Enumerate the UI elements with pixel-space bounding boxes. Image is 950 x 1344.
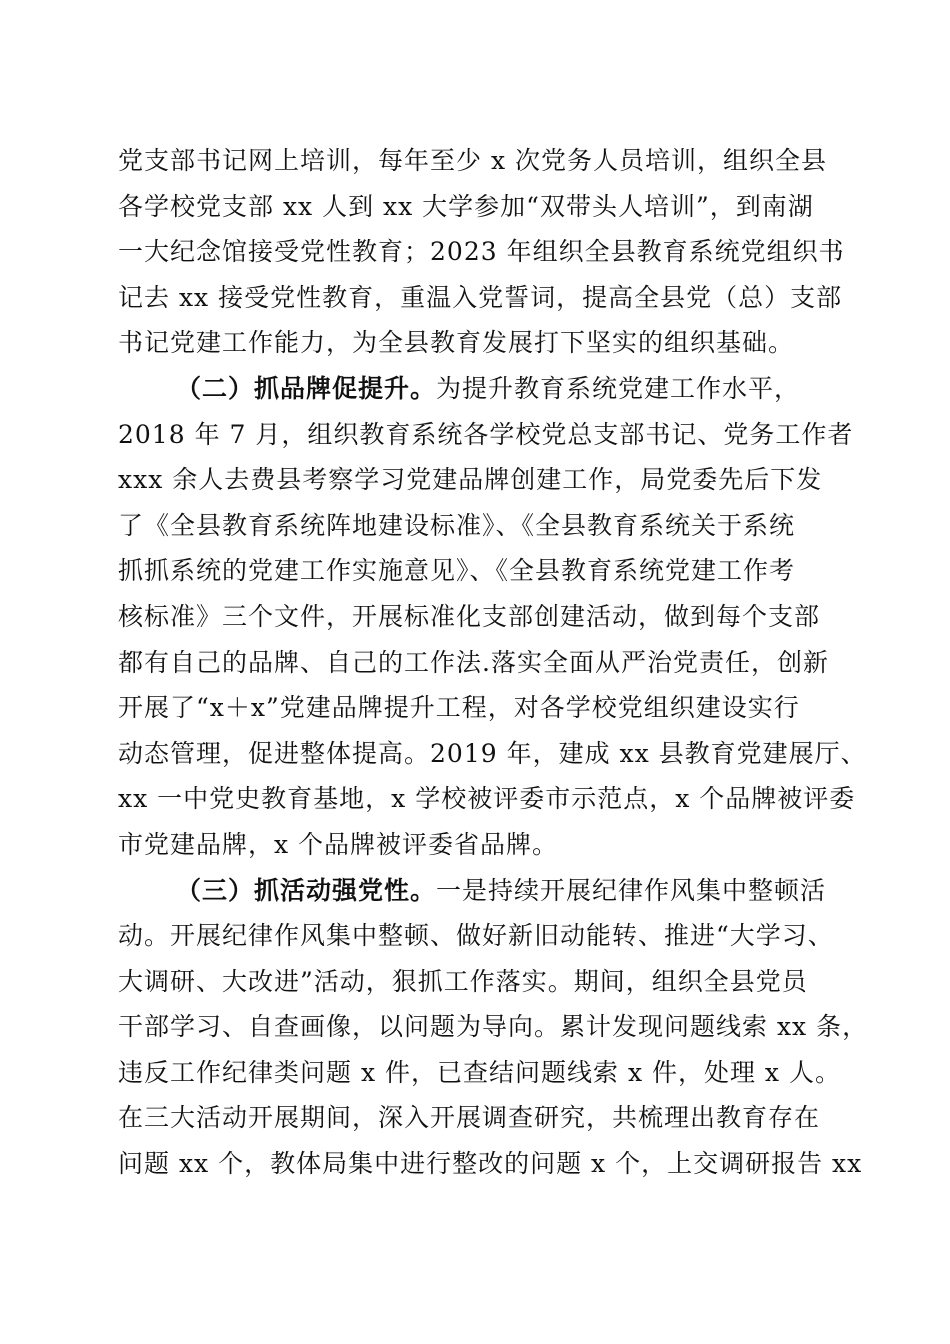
text-line: 市党建品牌，x 个品牌被评委省品牌。 (118, 829, 559, 859)
text-line: xxx 余人去费县考察学习党建品牌创建工作，局党委先后下发 (118, 465, 823, 495)
text-line: 在三大活动开展期间，深入开展调查研究，共梳理出教育存在 (118, 1103, 821, 1133)
text-run: 一是持续开展纪律作风集中整顿活 (436, 875, 827, 905)
text-line: xx 一中党史教育基地，x 学校被评委市示范点，x 个品牌被评委 (118, 784, 856, 814)
text-line: 开展了“x＋x”党建品牌提升工程，对各学校党组织建设实行 (118, 693, 800, 723)
text-line: 记去 xx 接受党性教育，重温入党誓词，提高全县党（总）支部 (118, 282, 843, 312)
text-line: 了《全县教育系统阵地建设标准》、《全县教育系统关于系统 (118, 510, 796, 540)
text-line: 大调研、大改进”活动，狠抓工作落实。期间，组织全县党员 (118, 966, 808, 996)
paragraph-1 (118, 138, 845, 366)
paragraph-2 (118, 366, 867, 868)
paragraph-3 (118, 868, 869, 1187)
text-line: 书记党建工作能力，为全县教育发展打下坚实的组织基础。 (118, 328, 795, 358)
section-heading: （二）抓品牌促提升。 (176, 373, 437, 403)
text-line: 都有自己的品牌、自己的工作法.落实全面从严治党责任，创新 (118, 647, 829, 677)
text-line: 2018 年 7 月，组织教育系统各学校党总支部书记、党务工作者 (118, 419, 854, 449)
text-line: 党支部书记网上培训，每年至少 x 次党务人员培训，组织全县 (118, 146, 827, 175)
text-line: 动。开展纪律作风集中整顿、做好新旧动能转、推进“大学习、 (118, 921, 834, 951)
text-line: 违反工作纪律类问题 x 件，已查结问题线索 x 件，处理 x 人。 (118, 1057, 841, 1087)
text-line: 核标准》三个文件，开展标准化支部创建活动，做到每个支部 (118, 601, 821, 631)
paragraph-first-line (118, 366, 838, 412)
text-line: 问题 xx 个，教体局集中进行整改的问题 x 个，上交调研报告 xx (118, 1149, 863, 1179)
text-line: 一大纪念馆接受党性教育；2023 年组织全县教育系统党组织书 (118, 237, 845, 267)
text-line: 干部学习、自查画像，以问题为导向。累计发现问题线索 xx 条， (118, 1012, 869, 1042)
text-line: 各学校党支部 xx 人到 xx 大学参加“双带头人培训”，到南湖 (118, 191, 814, 221)
text-run: 为提升教育系统党建工作水平， (436, 373, 801, 403)
text-line: 抓抓系统的党建工作实施意见》、《全县教育系统党建工作考 (118, 556, 796, 586)
text-line: 动态管理，促进整体提高。2019 年，建成 xx 县教育党建展厅、 (118, 738, 867, 768)
document-body (118, 138, 869, 1187)
paragraph-first-line (118, 868, 838, 914)
section-heading: （三）抓活动强党性。 (176, 875, 437, 905)
